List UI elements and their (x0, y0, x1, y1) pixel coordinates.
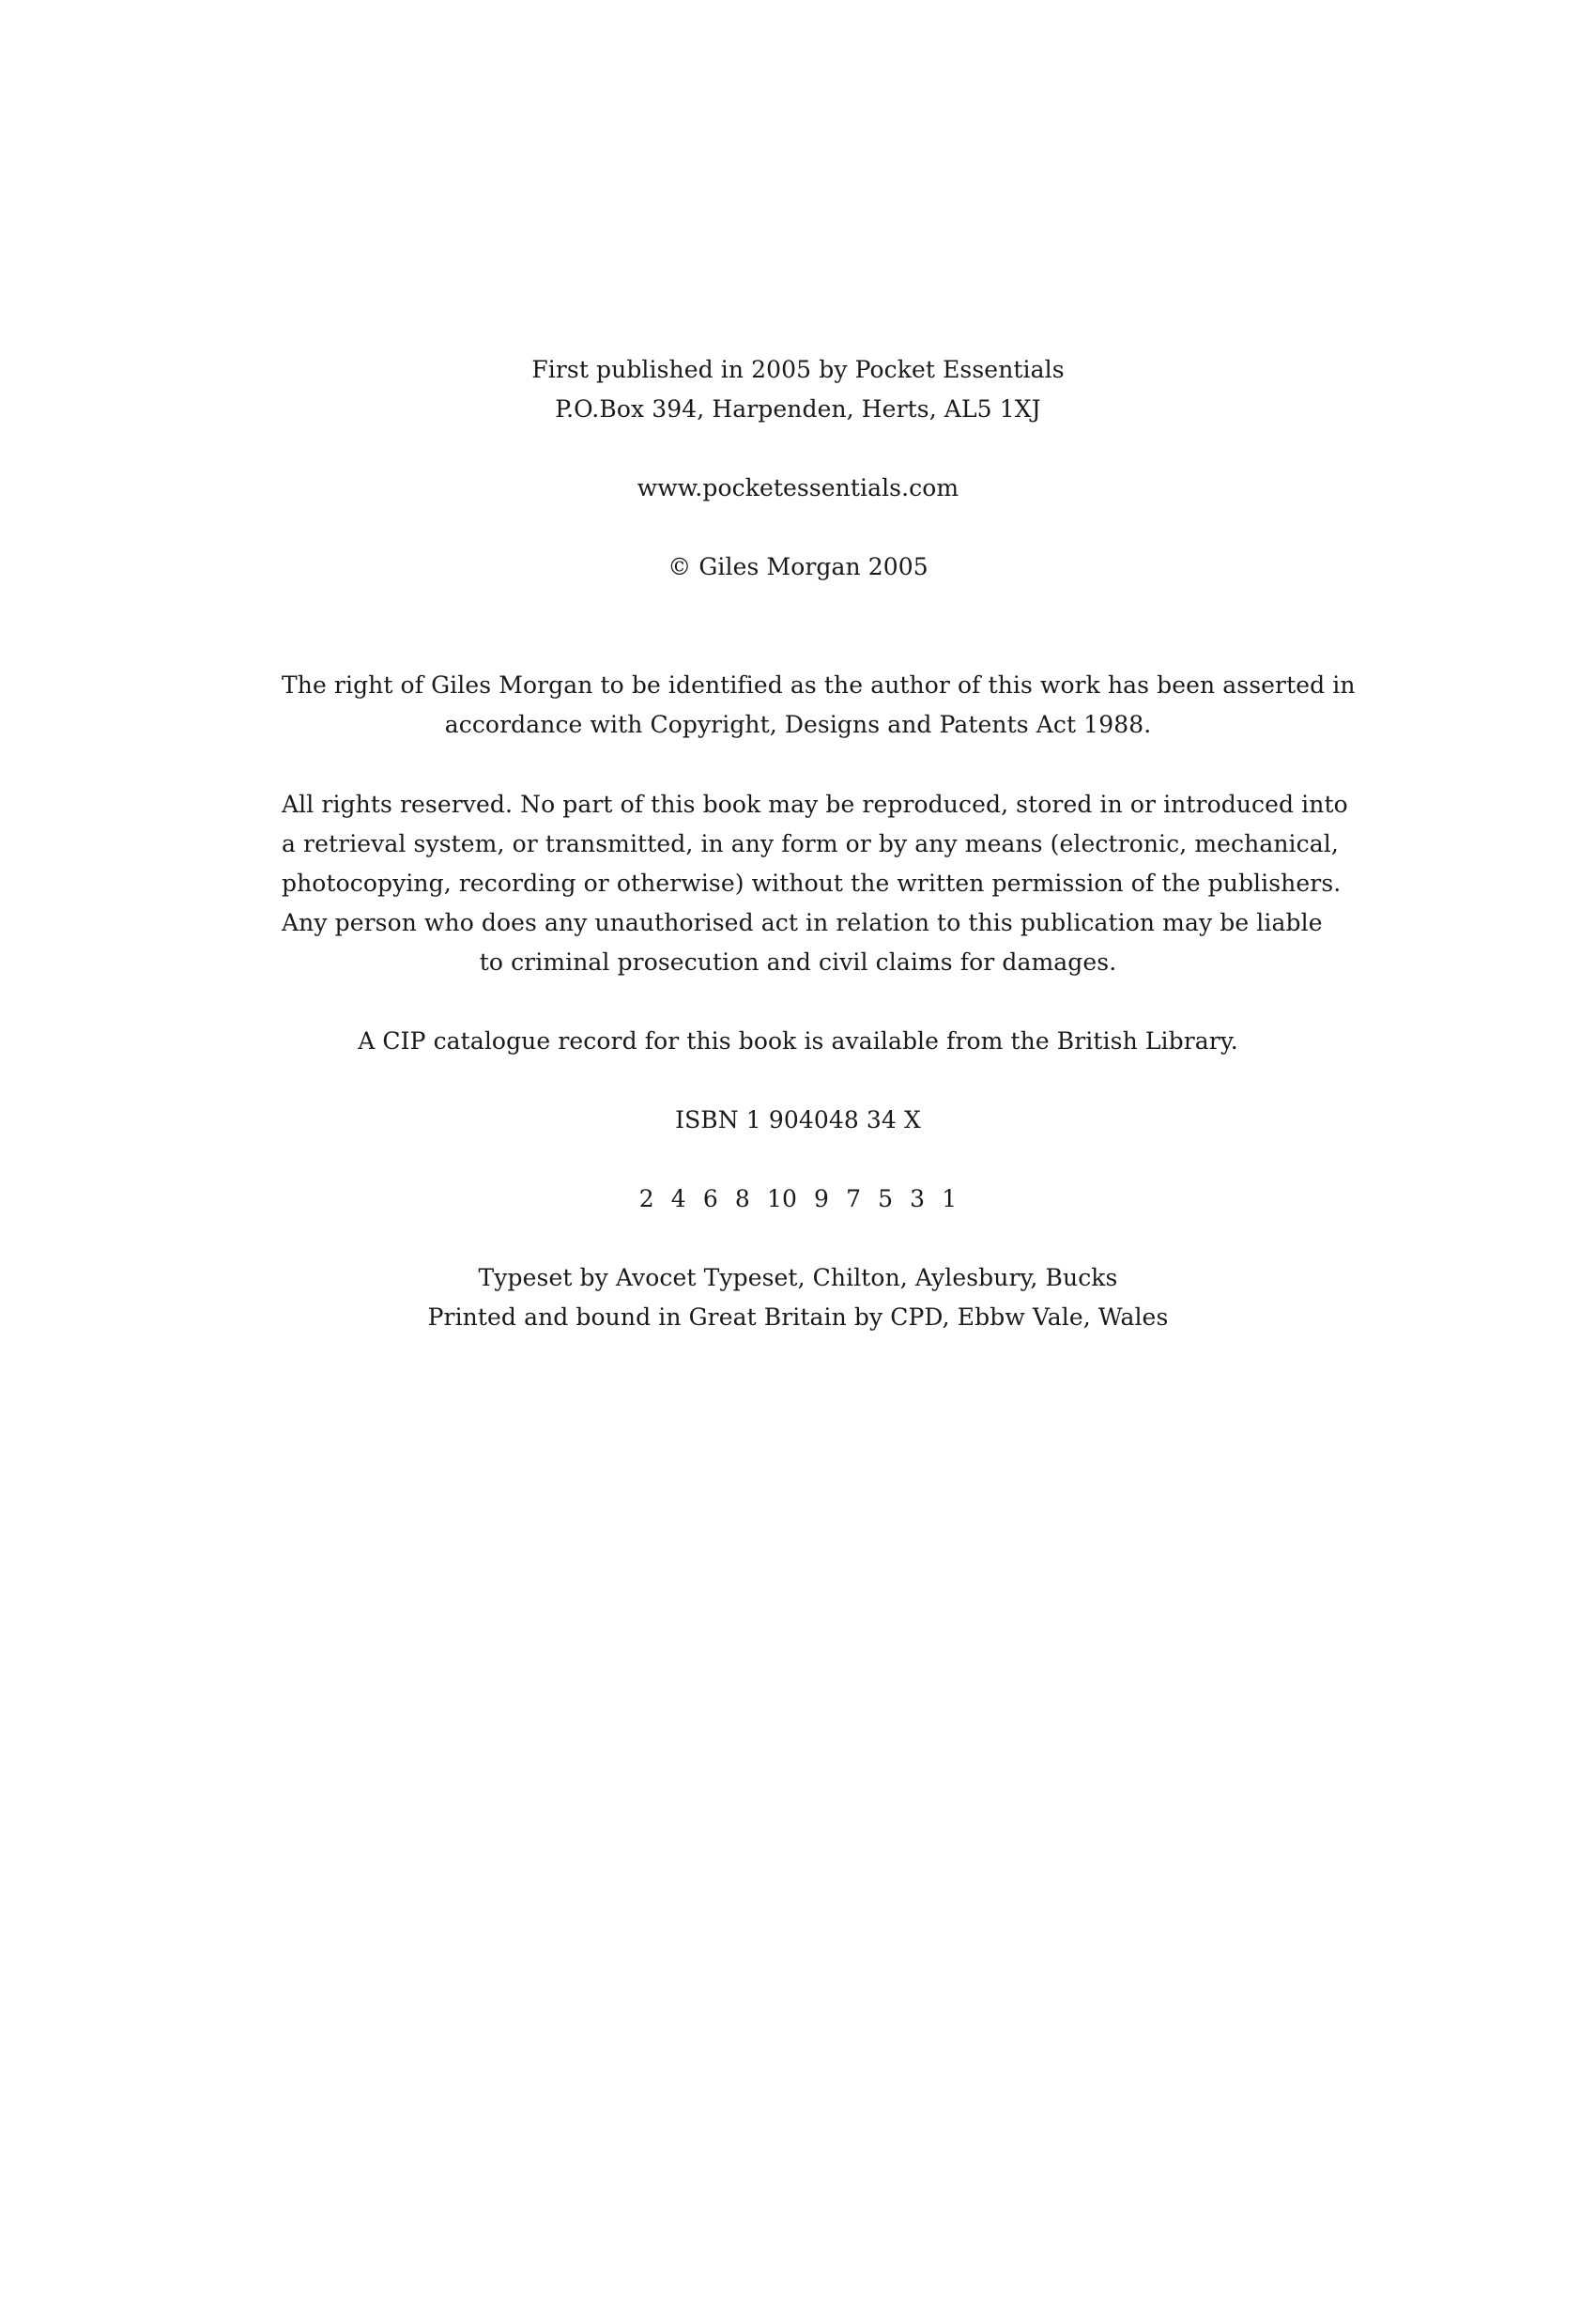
rights-reserved-line: Any person who does any unauthorised act in relation to this publication may be liable (282, 909, 1323, 936)
rights-reserved-line: photocopying, recording or otherwise) without the written permission of the publishers. (282, 870, 1342, 897)
cip-block (282, 1022, 1314, 1061)
typeset-line: Typeset by Avocet Typeset, Chilton, Aylesbury, Bucks (478, 1264, 1118, 1291)
moral-rights-block (282, 666, 1356, 745)
rights-reserved-line: All rights reserved. No part of this book may be reproduced, stored in or introduced into (282, 791, 1348, 818)
website-block (282, 469, 1314, 508)
production-block (282, 1258, 1314, 1337)
publisher-address: P.O.Box 394, Harpenden, Herts, AL5 1XJ (555, 395, 1041, 423)
publisher-website: www.pocketessentials.com (637, 474, 959, 501)
first-published-line: First published in 2005 by Pocket Essentials (531, 356, 1065, 383)
printed-line: Printed and bound in Great Britain by CPD, Ebbw Vale, Wales (427, 1303, 1169, 1331)
print-line-block (282, 1179, 1314, 1219)
publisher-block (282, 350, 1314, 429)
moral-rights-line: The right of Giles Morgan to be identified as the author of this work has been asserted in (282, 671, 1356, 699)
cip-record-line: A CIP catalogue record for this book is available from the British Library. (358, 1027, 1238, 1055)
rights-reserved-line: a retrieval system, or transmitted, in any form or by any means (electronic, mechanical, (282, 830, 1339, 857)
rights-reserved-block (282, 785, 1348, 982)
isbn-block (282, 1101, 1314, 1140)
isbn-line: ISBN 1 904048 34 X (675, 1106, 921, 1133)
moral-rights-line: accordance with Copyright, Designs and Patents Act 1988. (444, 711, 1152, 738)
printer-key-line: 2 4 6 8 10 9 7 5 3 1 (638, 1185, 958, 1212)
rights-reserved-line: to criminal prosecution and civil claims for damages. (479, 948, 1117, 976)
copyright-block (282, 547, 1314, 587)
copyright-notice: © Giles Morgan 2005 (668, 553, 928, 580)
